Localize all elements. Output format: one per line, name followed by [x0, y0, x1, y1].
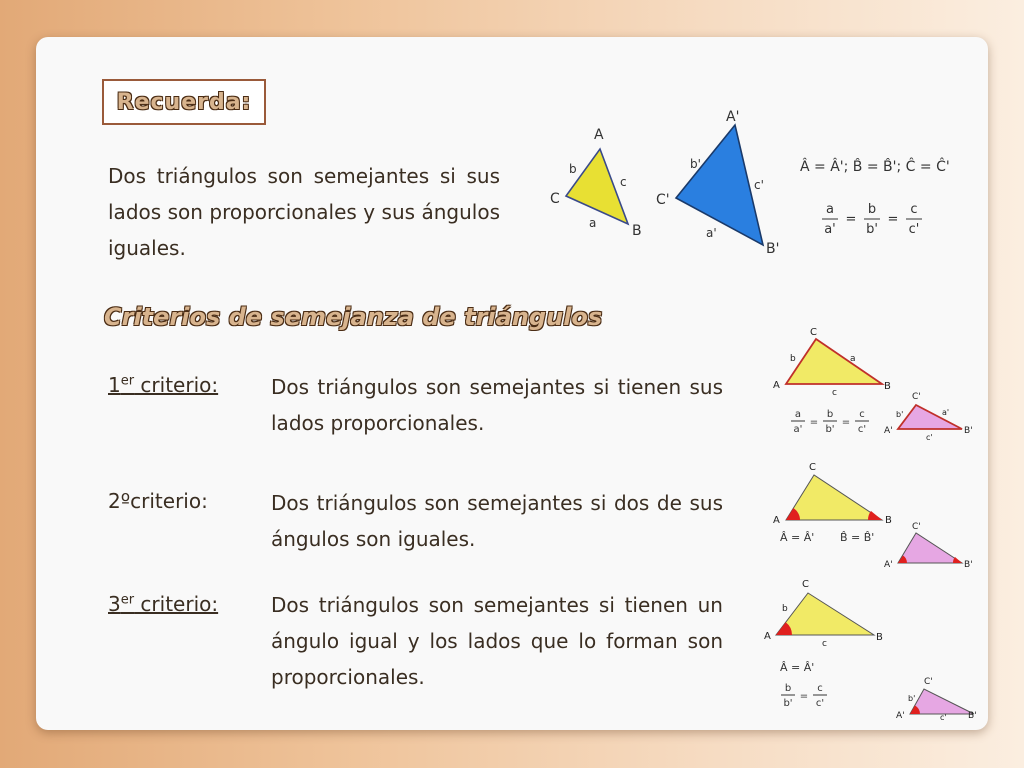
angle-equalities: Â = Â'; B̂ = B̂'; Ĉ = Ĉ'	[800, 159, 950, 175]
criterion-1-sup: er	[120, 373, 135, 389]
side-b: b	[569, 162, 577, 176]
criterion-1-label	[108, 373, 218, 397]
side-c: c	[620, 175, 627, 189]
side-b-prime: b'	[690, 157, 701, 171]
crit1-ratio-den-1: a'	[793, 424, 803, 435]
criterion-3-text: Dos triángulos son semejantes si tienen un ángulo igual y los lados que lo forman son proporcionales.	[271, 593, 723, 689]
criterion-3-prefix: 3	[108, 592, 121, 616]
crit2-vertex-C: C	[809, 462, 816, 473]
crit3-eq-A: Â = Â'	[780, 661, 815, 674]
crit1-ratio	[791, 409, 869, 435]
slide-card	[36, 37, 988, 730]
crit1-vertex-A: A	[773, 380, 780, 391]
crit1-vertex-B: B	[884, 381, 891, 392]
crit3-side-b-prime: b'	[908, 694, 916, 703]
criterion-2-prefix: 2ºcriterio:	[108, 489, 208, 513]
crit1-side-c-prime: c'	[926, 433, 933, 442]
criterion-1-suffix: criterio:	[134, 373, 219, 397]
criterion-3-sup: er	[120, 592, 135, 608]
crit2-vertex-A: A	[773, 515, 780, 526]
crit2-big-triangle	[786, 475, 882, 520]
recuerda-label: Recuerda:	[116, 89, 252, 115]
vertex-A: A	[594, 127, 604, 143]
crit3-vertex-B: B	[876, 632, 883, 643]
criterion-3-label	[108, 592, 218, 616]
crit3-ratio-num-1: b	[784, 683, 792, 694]
crit2-vertex-A-prime: A'	[884, 560, 893, 570]
side-c-prime: c'	[754, 178, 764, 192]
ratio-den-2: b'	[866, 222, 878, 237]
crit3-ratio	[781, 683, 827, 709]
crit1-side-a-prime: a'	[942, 408, 950, 417]
crit1-vertex-B-prime: B'	[964, 426, 973, 436]
vertex-C: C	[550, 191, 560, 207]
crit2-vertex-B: B	[885, 515, 892, 526]
side-a-prime: a'	[706, 226, 717, 240]
vertex-A-prime: A'	[726, 109, 740, 125]
crit3-side-c-prime: c'	[940, 713, 947, 722]
vertex-B: B	[632, 223, 642, 239]
crit3-vertex-C: C	[802, 579, 809, 590]
crit1-small-triangle	[898, 405, 962, 429]
crit2-small-triangle	[898, 533, 962, 563]
crit1-ratio-den-3: c'	[857, 424, 867, 435]
crit2-eq-A: Â = Â'	[780, 531, 815, 544]
criterion-1-prefix: 1	[108, 373, 121, 397]
crit3-vertex-C-prime: C'	[924, 677, 933, 687]
section-title: Criterios de semejanza de triángulos	[104, 303, 603, 331]
crit1-ratio-num-2: b	[826, 409, 834, 420]
similar-triangles-figure	[544, 111, 964, 271]
small-triangle	[566, 149, 628, 224]
crit1-big-triangle	[786, 339, 882, 384]
crit3-side-b: b	[782, 604, 788, 614]
ratio-den-1: a'	[824, 222, 836, 237]
crit2-vertex-B-prime: B'	[964, 560, 973, 570]
crit1-vertex-C: C	[810, 327, 817, 338]
ratio-num-3: c	[910, 202, 918, 217]
crit1-side-c: c	[832, 388, 837, 398]
crit3-ratio-den-1: b'	[783, 698, 793, 709]
crit3-vertex-A-prime: A'	[896, 711, 905, 721]
criterion-1-figure	[766, 325, 978, 449]
criterion-2-figure	[766, 459, 978, 573]
ratio-eq-1: =	[845, 212, 857, 227]
crit1-side-b-prime: b'	[896, 410, 904, 419]
crit3-big-triangle	[776, 593, 874, 635]
ratio-num-2: b	[867, 202, 877, 217]
criterion-1-text: Dos triángulos son semejantes si tienen sus lados proporcionales.	[271, 375, 723, 435]
large-triangle	[676, 125, 763, 245]
crit3-ratio-num-2: c	[817, 683, 823, 694]
crit3-vertex-A: A	[764, 631, 771, 642]
criterion-3-suffix: criterio:	[134, 592, 219, 616]
crit3-ratio-eq: =	[799, 691, 809, 702]
side-a: a	[589, 216, 597, 230]
criterion-3-figure	[764, 573, 978, 722]
crit1-side-b: b	[790, 354, 796, 364]
vertex-B-prime: B'	[766, 241, 780, 257]
crit3-vertex-B-prime: B'	[968, 711, 977, 721]
crit1-side-a: a	[850, 354, 856, 364]
criterion-2-label	[108, 489, 208, 513]
crit3-small-triangle	[910, 689, 974, 714]
side-ratio	[822, 202, 922, 237]
crit3-ratio-den-2: c'	[815, 698, 825, 709]
crit1-ratio-eq-2: =	[841, 417, 851, 428]
crit3-side-c: c	[822, 639, 827, 649]
crit2-angle-B	[868, 511, 882, 520]
crit1-ratio-den-2: b'	[825, 424, 835, 435]
recuerda-box	[102, 79, 266, 125]
criterion-2-text: Dos triángulos son semejantes si dos de sus ángulos son iguales.	[271, 491, 723, 551]
vertex-C-prime: C'	[656, 192, 670, 208]
crit1-ratio-num-3: c	[859, 409, 865, 420]
ratio-den-3: c'	[908, 222, 920, 237]
crit1-ratio-eq-1: =	[809, 417, 819, 428]
crit1-vertex-C-prime: C'	[912, 392, 921, 402]
crit1-ratio-num-1: a	[794, 409, 802, 420]
ratio-num-1: a	[826, 202, 834, 217]
crit2-eq-B: B̂ = B̂'	[840, 531, 875, 544]
definition-text: Dos triángulos son semejantes si sus lados son proporcionales y sus ángulos iguales.	[108, 164, 500, 260]
crit2-vertex-C-prime: C'	[912, 522, 921, 532]
ratio-eq-2: =	[887, 212, 899, 227]
crit1-vertex-A-prime: A'	[884, 426, 893, 436]
